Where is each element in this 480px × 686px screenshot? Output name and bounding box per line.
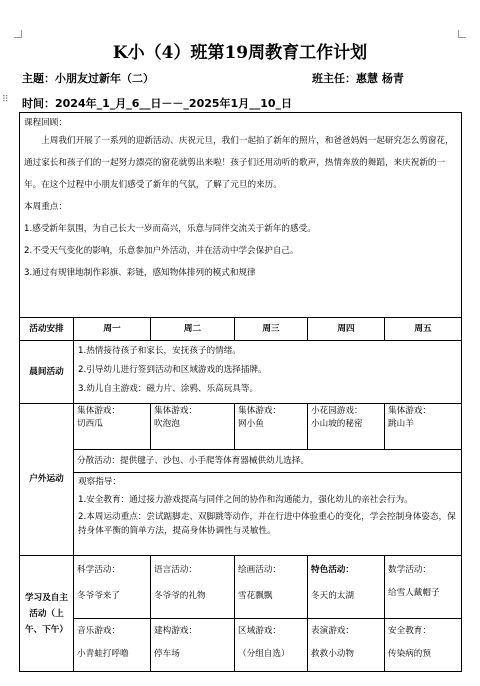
study-kind: 安全教育： — [388, 626, 431, 636]
study-name: 救救小动物 — [311, 649, 354, 659]
morning-item-1: 1.热情接待孩子和家长，安抚孩子的情绪。 — [78, 346, 241, 356]
study-kind: 建构游戏： — [154, 626, 197, 636]
study-row-2 — [20, 619, 462, 672]
game-kind: 集体游戏： — [388, 406, 431, 416]
header-wednesday: 周三 — [235, 318, 308, 341]
game-name: 网小鱼 — [238, 419, 264, 429]
teacher-line — [312, 70, 404, 86]
study-row-1 — [20, 556, 462, 619]
teacher-label: 班主任： — [312, 72, 356, 85]
morning-cell — [74, 341, 462, 404]
header-thursday: 周四 — [308, 318, 385, 341]
header-friday: 周五 — [385, 318, 462, 341]
guide-item-2: 2.本周运动重点：尝试踮脚走、双脚跳等动作，并在行进中体验重心的变化，学会控制身体姿态，保持身体平衡的简单方法，提高身体协调性与灵敏性。 — [78, 512, 456, 536]
study-kind: 音乐游戏： — [77, 626, 120, 636]
guide-heading: 观察指导： — [78, 477, 121, 487]
outdoor-game-friday — [385, 404, 462, 450]
study-tuesday — [151, 556, 235, 619]
study-label: 学习及自主活动（上午、下午） — [20, 556, 74, 672]
focus-heading: 本周重点： — [24, 202, 67, 212]
theme-value: 小朋友过新年（二） — [55, 72, 154, 85]
outdoor-free-row — [20, 450, 462, 473]
study2-thursday — [308, 619, 385, 672]
study-kind: 数学活动： — [388, 565, 431, 575]
outdoor-label: 户外运动 — [20, 404, 74, 556]
outdoor-game-thursday — [308, 404, 385, 450]
study-kind: 科学活动： — [77, 565, 120, 575]
study-friday — [385, 556, 462, 619]
focus-item-1: 1.感受新年氛围，为自己长大一岁而高兴，乐意与同伴交流关于新年的感受。 — [24, 224, 316, 234]
corner-mark-top-left — [14, 30, 22, 38]
morning-label: 晨间活动 — [20, 341, 74, 404]
plan-table — [19, 112, 462, 672]
study-name: 小青蛙打呼噜 — [77, 649, 129, 659]
study-kind: 表演游戏： — [311, 626, 354, 636]
header-monday: 周一 — [74, 318, 151, 341]
time-value: 2024年_1_月_6__日－－_2025年1月__10_日 — [55, 97, 292, 110]
study-kind: 语言活动： — [154, 565, 197, 575]
study-kind: 区域游戏： — [238, 626, 281, 636]
schedule-header-row — [20, 318, 462, 341]
game-kind: 集体游戏： — [238, 406, 281, 416]
theme-line — [22, 70, 154, 86]
study-name: 冬爷爷的礼物 — [154, 591, 206, 601]
outdoor-guide-row — [20, 473, 462, 556]
outdoor-games-row — [20, 404, 462, 450]
study2-friday — [385, 619, 462, 672]
focus-item-3: 3.通过有规律地制作彩旗、彩链，感知物体排列的模式和规律 — [24, 268, 256, 278]
outdoor-game-monday — [74, 404, 151, 450]
page-title: K小（4）班第19周教育工作计划 — [112, 43, 368, 63]
game-name: 吹泡泡 — [154, 419, 180, 429]
outdoor-game-tuesday — [151, 404, 235, 450]
study2-monday — [74, 619, 151, 672]
review-cell — [20, 113, 462, 318]
study-name: 冬爷爷来了 — [77, 591, 120, 601]
study2-tuesday — [151, 619, 235, 672]
morning-item-3: 3.幼儿自主游戏：磁力片、涂鸦、乐高玩具等。 — [78, 384, 259, 394]
corner-mark-top-right — [458, 30, 466, 38]
morning-row — [20, 341, 462, 404]
study-name: 冬天的太湖 — [311, 591, 354, 601]
theme-label: 主题： — [22, 72, 55, 85]
teacher-value: 惠慧 杨青 — [356, 72, 404, 85]
study-monday — [74, 556, 151, 619]
outdoor-free-activity: 分散活动：提供毽子、沙包、小手爬等体育器械供幼儿选择。 — [74, 450, 462, 473]
focus-item-2: 2.不受天气变化的影响，乐意参加户外活动，并在活动中学会保护自己。 — [24, 246, 299, 256]
game-kind: 集体游戏： — [77, 406, 120, 416]
time-line — [22, 95, 292, 111]
game-name: 跳山羊 — [388, 419, 414, 429]
review-paragraph: 上周我们开展了一系列的迎新活动、庆祝元旦，我们一起拍了新年的照片，和爸爸妈妈一起研究怎么剪窗花，通过家长和孩子们的一起努力漂亮的窗花就剪出来啦！孩子们还用动听的歌声，热情奔放的舞蹈，来庆祝新的一年。在这个过程中小朋友们感受了新年的气氛，了解了元旦的来历。 — [24, 136, 454, 190]
game-name: 小山坡的秘密 — [311, 419, 363, 429]
header-activity: 活动安排 — [20, 318, 74, 341]
study-name: 传染病的预 — [388, 649, 431, 659]
study-wednesday — [235, 556, 308, 619]
table-move-handle-icon[interactable]: ⠿ — [2, 95, 9, 105]
outdoor-guide-cell — [74, 473, 462, 556]
study2-wednesday — [235, 619, 308, 672]
review-row — [20, 113, 462, 318]
study-name: （分组自选） — [238, 649, 290, 659]
study-name: 给雪人戴帽子 — [388, 588, 440, 598]
study-thursday — [308, 556, 385, 619]
study-kind: 绘画活动： — [238, 565, 281, 575]
morning-item-2: 2.引导幼儿进行签到活动和区域游戏的选择插牌。 — [78, 365, 267, 375]
game-kind: 集体游戏： — [154, 406, 197, 416]
study-name: 雪花飘飘 — [238, 591, 273, 601]
study-name: 停车场 — [154, 649, 180, 659]
outdoor-game-wednesday — [235, 404, 308, 450]
time-label: 时间： — [22, 97, 55, 110]
study-kind: 特色活动： — [311, 565, 354, 575]
game-name: 切西瓜 — [77, 419, 103, 429]
header-tuesday: 周二 — [151, 318, 235, 341]
game-kind: 小花园游戏： — [311, 406, 363, 416]
review-heading: 课程回顾： — [24, 118, 67, 128]
guide-item-1: 1.安全教育：通过接力游戏提高与同伴之间的协作和沟通能力，强化幼儿的亲社会行为。 — [78, 495, 413, 505]
